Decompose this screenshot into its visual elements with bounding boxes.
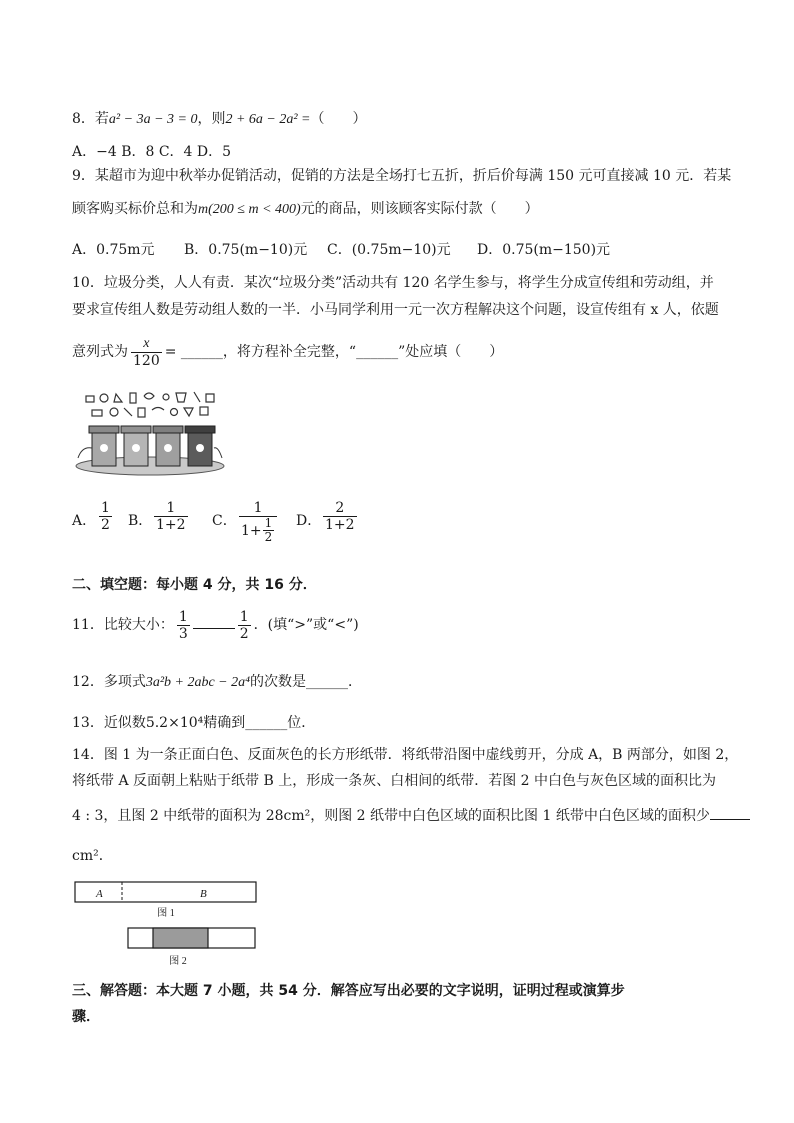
q10-c-num: 1 [253, 500, 263, 516]
q14-line3 [72, 807, 750, 825]
q10-a-num: 1 [101, 500, 110, 516]
q10-line1: 10．垃圾分类，人人有责．某次“垃圾分类”活动共有 120 名学生参与，将学生分成宣传组和劳动组，并 [72, 275, 714, 291]
q8-condition: a² − 3a − 3 = 0 [108, 112, 198, 127]
q10-option-a-frac [99, 500, 112, 533]
q14-line4: cm²． [72, 848, 113, 864]
q9-options [72, 241, 632, 259]
q11-blank [193, 628, 235, 629]
q10-fraction [131, 336, 162, 369]
q9-suffix: 元的商品，则该顾客实际付款（ ） [300, 201, 539, 217]
q11-prefix: 11．比较大小： [72, 617, 174, 633]
q13 [72, 714, 315, 732]
q10-d-den: 1+2 [325, 517, 355, 533]
q10-option-d-label: D． [296, 513, 322, 529]
q8-prefix: 8．若 [72, 111, 109, 127]
q14-line1: 14．图 1 为一条正面白色、反面灰色的长方形纸带．将纸带沿图中虚线剪开，分成 A，B 两部分，如图 2， [72, 747, 739, 763]
q10-option-d-frac [323, 500, 357, 533]
q12 [72, 673, 362, 692]
q10-b-num: 1 [166, 500, 176, 516]
q10-option-b-frac [154, 500, 188, 533]
q10-b-den: 1+2 [156, 517, 186, 533]
fig2-gray-region [153, 928, 208, 948]
q8-middle: ，则 [197, 111, 226, 127]
q11 [72, 606, 359, 644]
recycling-bins-illustration [72, 388, 232, 482]
q9-option-d: D．0.75(m−150)元 [477, 242, 611, 258]
q9-prefix: 顾客购买标价总和为 [72, 201, 198, 217]
q10-options [72, 500, 392, 560]
q14-blank [710, 819, 750, 820]
q10-line3-rest: = ______，将方程补全完整，“______”处应填（ ） [164, 344, 504, 360]
q13-suffix: 精确到______位． [203, 715, 316, 731]
q10-c-den-den: 2 [264, 530, 273, 544]
q11-fraction-2: $\frac{1}{2}$ [239, 608, 249, 642]
q8-stem [72, 110, 367, 129]
q11-fraction-1: $\frac{1}{3}$ [178, 608, 188, 642]
q9-range: m(200 ≤ m < 400) [198, 202, 301, 217]
q8-expression: 2 + 6a − 2a² = [225, 112, 311, 127]
q13-number: 5.2×10⁴ [145, 715, 204, 731]
q10-a-den: 2 [101, 517, 110, 533]
q10-frac-num: x [143, 335, 150, 351]
q10-option-c-frac [239, 500, 277, 544]
q10-prefix: 意列式为 [72, 344, 128, 360]
fig1-label-a: A [96, 888, 103, 900]
section3-line2: 骤． [72, 1009, 100, 1025]
q12-prefix: 12．多项式 [72, 674, 146, 690]
q10-c-den-num: 1 [264, 516, 273, 530]
q9-option-b: B．0.75(m−10)元 [184, 242, 308, 258]
q10-line3 [72, 334, 503, 370]
paper-strip-figure [74, 880, 258, 972]
q10-option-c-label: C． [212, 513, 237, 529]
q14-line3-text: 4 : 3，且图 2 中纸带的面积为 28cm²，则图 2 纸带中白色区域的面积比图 1 纸带中白色区域的面积少 [72, 808, 710, 824]
q10-line2: 要求宣传组人数是劳动组人数的一半．小马同学利用一元一次方程解决这个问题，设宣传组有 x 人，依题 [72, 302, 719, 318]
q10-frac-den: 120 [133, 352, 160, 369]
q11-suffix: ．(填“>”或“<”) [253, 617, 359, 633]
q12-polynomial: 3a²b + 2abc − 2a⁴ [145, 675, 251, 690]
q10-c-den [239, 517, 277, 544]
q8-options: A．−4 B．8 C．4 D．5 [72, 144, 232, 160]
q10-option-b-label: B． [128, 513, 153, 529]
q8-paren: （ ） [310, 111, 367, 127]
q10-c-den-int: 1+ [241, 522, 262, 539]
section2-title: 二、填空题：每小题 4 分，共 16 分． [72, 577, 317, 593]
q10-d-num: 2 [335, 500, 345, 516]
fig1-caption: 图 1 [157, 908, 175, 919]
q9-line2 [72, 200, 539, 219]
q9-option-c: C．(0.75m−10)元 [327, 242, 451, 258]
q9-line1: 9．某超市为迎中秋举办促销活动，促销的方法是全场打七五折，折后价每满 150 元可直接减 10 元．若某 [72, 168, 732, 184]
q12-suffix: 的次数是______． [250, 674, 363, 690]
fig1-label-b: B [200, 888, 207, 900]
q14-line2: 将纸带 A 反面朝上粘贴于纸带 B 上，形成一条灰、白相间的纸带．若图 2 中白色与灰色区域的面积比为 [72, 773, 717, 789]
section3-line1: 三、解答题：本大题 7 小题，共 54 分．解答应写出必要的文字说明，证明过程或演算步 [72, 983, 625, 999]
q9-option-a: A．0.75m元 [72, 242, 155, 258]
q13-prefix: 13．近似数 [72, 715, 146, 731]
fig2-caption: 图 2 [169, 956, 187, 967]
q10-option-a-label: A． [72, 513, 97, 529]
